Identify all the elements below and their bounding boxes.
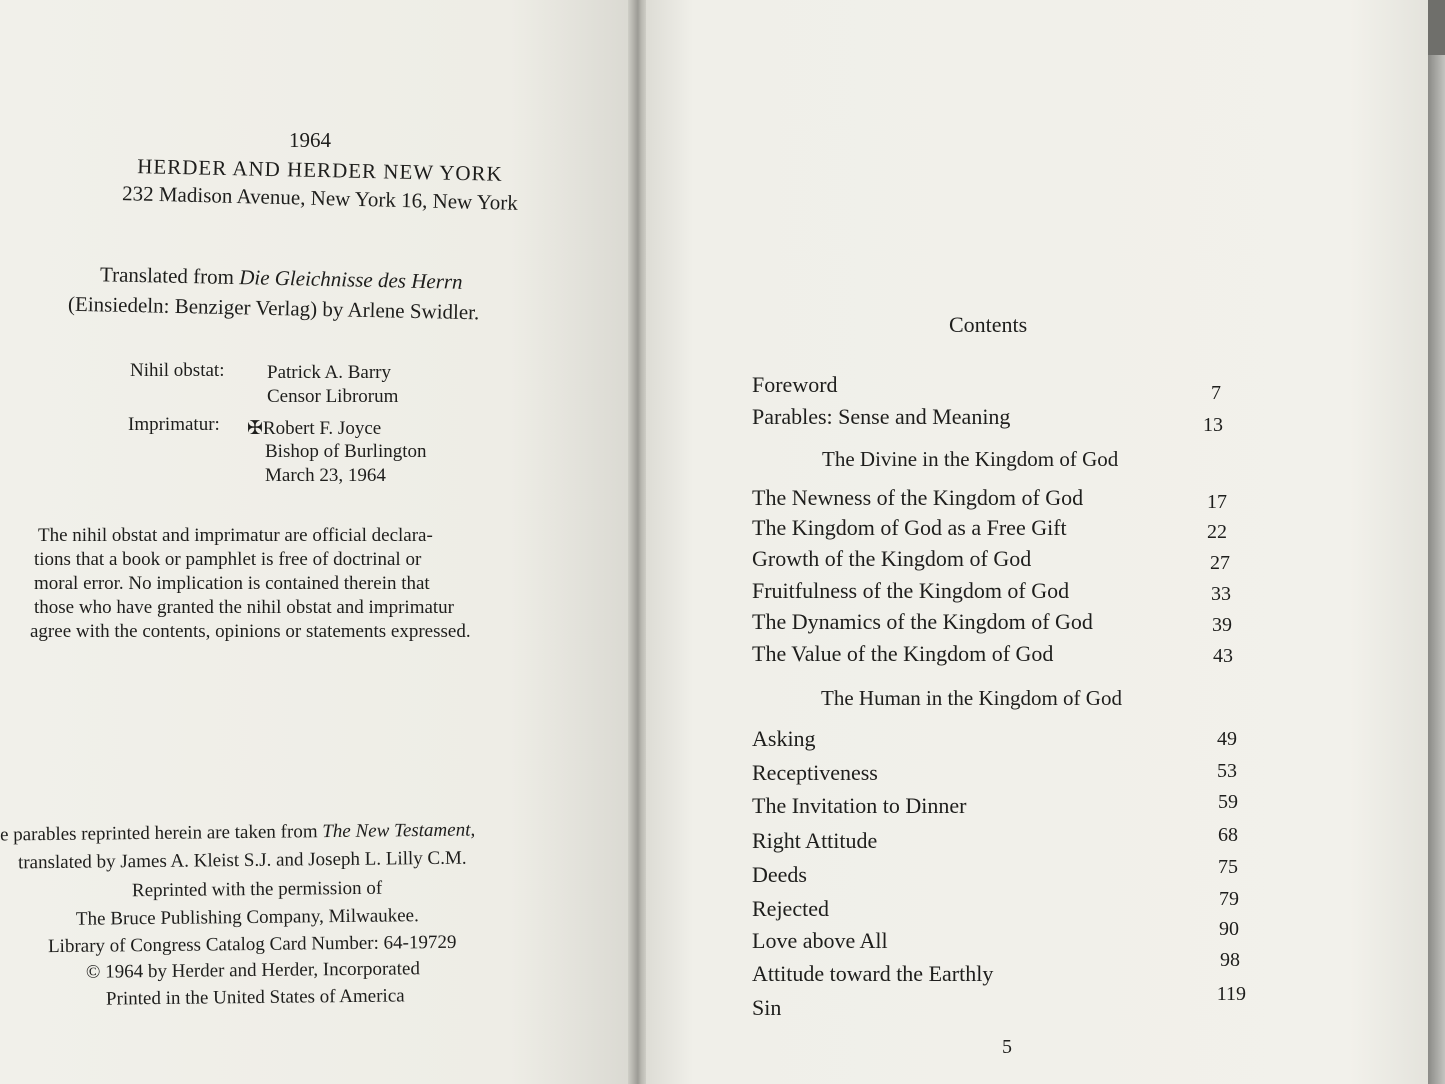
imprimatur-name: ✠Robert F. Joyce	[247, 418, 382, 439]
toc-entry-page: 43	[1213, 645, 1233, 667]
translation-prefix: Translated from	[99, 262, 240, 290]
toc-entry-title: Parables: Sense and Meaning	[752, 404, 1011, 429]
toc-entry-title: Attitude toward the Earthly	[752, 961, 994, 986]
credits-line-1	[0, 820, 475, 847]
toc-entry-page: 13	[1203, 414, 1223, 436]
translation-line-2: (Einsiedeln: Benziger Verlag) by Arlene Swidler.	[67, 291, 480, 325]
toc-entry-title: Foreword	[752, 372, 838, 397]
nihil-obstat-name: Patrick A. Barry	[267, 362, 392, 383]
credits-line: Library of Congress Catalog Card Number: 64-19729	[47, 931, 457, 958]
section-heading-divine: The Divine in the Kingdom of God	[822, 447, 1119, 471]
credits-line: Printed in the United States of America	[105, 985, 405, 1010]
toc-entry-page: 79	[1219, 888, 1239, 910]
publication-year: 1964	[289, 128, 331, 152]
toc-entry-title: The Value of the Kingdom of God	[752, 641, 1054, 666]
credits-line: Reprinted with the permission of	[131, 877, 383, 902]
declaration-line: moral error. No implication is contained therein that	[34, 573, 430, 594]
book-cover-edge	[1428, 55, 1445, 1084]
section-heading-human: The Human in the Kingdom of God	[821, 686, 1122, 710]
translation-line-1	[100, 262, 463, 294]
toc-entry-page: 90	[1219, 918, 1239, 940]
source-title: The New Testament,	[322, 819, 476, 843]
toc-entry-title: Growth of the Kingdom of God	[752, 546, 1032, 571]
toc-entry-page: 39	[1212, 614, 1232, 636]
toc-entry-page: 75	[1218, 856, 1238, 878]
toc-entry-page: 33	[1211, 583, 1231, 605]
credits-line: translated by James A. Kleist S.J. and Joseph L. Lilly C.M.	[17, 847, 467, 874]
credits-line: © 1964 by Herder and Herder, Incorporated	[85, 958, 421, 983]
original-title: Die Gleichnisse des Herrn	[238, 265, 463, 294]
toc-entry-page: 68	[1218, 824, 1238, 846]
toc-entry-title: The Invitation to Dinner	[752, 793, 967, 818]
declaration-paragraph	[30, 524, 542, 644]
toc-entry-title: Rejected	[752, 896, 829, 921]
declaration-line: tions that a book or pamphlet is free of doctrinal or	[34, 549, 422, 570]
publisher-name: HERDER AND HERDER NEW YORK	[137, 154, 503, 186]
left-page	[0, 0, 638, 1084]
toc-entry-title: Deeds	[752, 862, 807, 887]
toc-entry-title: Receptiveness	[752, 760, 878, 785]
toc-entry-page: 98	[1220, 949, 1240, 971]
imprimatur-label: Imprimatur:	[128, 414, 220, 435]
contents-title: Contents	[949, 312, 1028, 337]
toc-entry-title: Asking	[752, 726, 816, 751]
toc-entry-page: 22	[1207, 521, 1227, 543]
toc-entry-page: 53	[1217, 760, 1237, 782]
nihil-obstat-title: Censor Librorum	[267, 386, 399, 407]
publisher-address: 232 Madison Avenue, New York 16, New York	[121, 181, 519, 215]
toc-entry-title: The Newness of the Kingdom of God	[752, 485, 1084, 510]
declaration-line: The nihil obstat and imprimatur are official declara-	[38, 525, 433, 546]
toc-entry-page: 49	[1217, 728, 1237, 750]
toc-entry-page: 119	[1216, 983, 1246, 1005]
imprimatur-date: March 23, 1964	[265, 465, 386, 486]
toc-entry-title: The Kingdom of God as a Free Gift	[752, 515, 1067, 540]
toc-entry-title: Right Attitude	[752, 828, 878, 853]
page-number: 5	[1002, 1036, 1012, 1058]
nihil-obstat-label: Nihil obstat:	[130, 360, 225, 381]
declaration-line: agree with the contents, opinions or statements expressed.	[30, 621, 471, 642]
toc-entry-title: Fruitfulness of the Kingdom of God	[752, 578, 1070, 603]
toc-entry-title: The Dynamics of the Kingdom of God	[752, 609, 1093, 634]
toc-entry-title: Sin	[752, 995, 782, 1020]
toc-entry-page: 27	[1210, 552, 1230, 574]
toc-entry-page: 59	[1218, 791, 1238, 813]
toc-entry-page: 17	[1207, 491, 1227, 513]
declaration-line: those who have granted the nihil obstat and imprimatur	[34, 597, 455, 618]
imprimatur-title: Bishop of Burlington	[265, 441, 427, 462]
credits-line: The Bruce Publishing Company, Milwaukee.	[75, 905, 419, 930]
credits-prefix: e parables reprinted herein are taken from	[0, 821, 323, 846]
toc-entry-title: Love above All	[752, 928, 888, 953]
toc-entry-page: 7	[1211, 382, 1221, 404]
